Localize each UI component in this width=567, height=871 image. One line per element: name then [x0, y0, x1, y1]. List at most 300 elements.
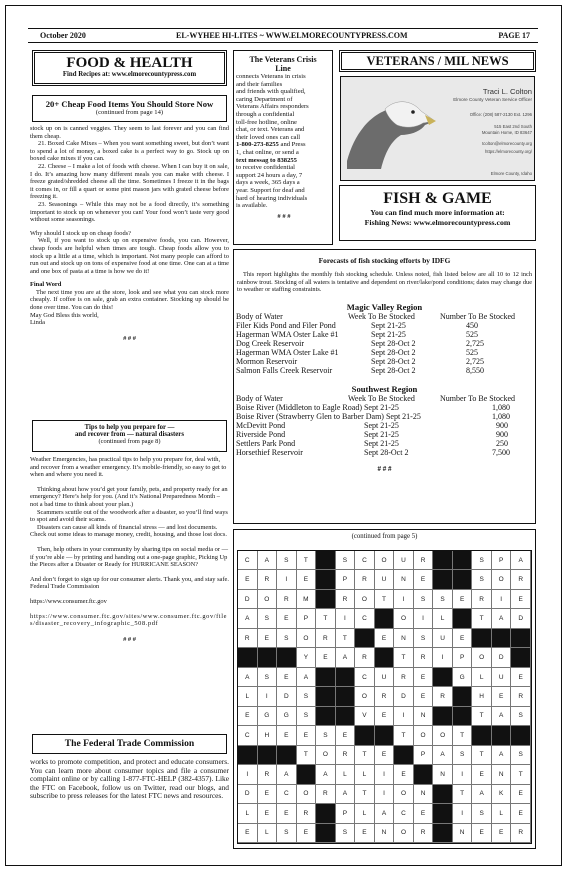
letter-cell: P [336, 570, 356, 589]
table-row: Riverside Pond Sept 21-25 900 [236, 429, 508, 439]
letter-cell: T [472, 707, 492, 726]
crisis-title-2: Line [275, 64, 291, 73]
letter-cell: A [511, 551, 531, 570]
black-square [472, 629, 492, 648]
letter-cell: S [511, 746, 531, 765]
letter-cell: G [453, 668, 473, 687]
crisis-text: is available. [236, 202, 268, 210]
black-square [375, 726, 395, 745]
disasters-header [32, 420, 227, 452]
black-square [433, 785, 453, 804]
letter-cell: A [258, 551, 278, 570]
letter-cell: R [316, 785, 336, 804]
crisis-phone[interactable]: 1-800-273-8255 [236, 141, 279, 149]
black-square [316, 804, 336, 823]
letter-cell: O [258, 590, 278, 609]
card-email: tcolton@elmorecounty.org [482, 141, 532, 146]
black-square [355, 726, 375, 745]
letter-cell: I [492, 590, 512, 609]
letter-cell: A [492, 609, 512, 628]
black-square [238, 648, 258, 667]
letter-cell: S [472, 804, 492, 823]
letter-cell: E [394, 765, 414, 784]
fish-game-title: FISH & GAME [383, 190, 492, 207]
cheap-food-body [30, 125, 229, 342]
crisis-text: their loved ones can call [236, 133, 301, 141]
column-header: Body of Water [236, 393, 283, 403]
letter-cell: O [355, 687, 375, 706]
letter-cell: S [336, 824, 356, 843]
letter-cell: A [433, 746, 453, 765]
card-address-2: Mountain Home, ID 83647 [481, 130, 532, 135]
black-square [453, 551, 473, 570]
letter-cell: R [414, 551, 434, 570]
letter-cell: E [472, 765, 492, 784]
crisis-title: The Veterans Crisis [249, 55, 317, 64]
letter-cell: E [277, 726, 297, 745]
letter-cell: S [472, 570, 492, 589]
column-header: Week To Be Stocked [348, 311, 415, 321]
letter-cell: A [238, 609, 258, 628]
issue-date: October 2020 [40, 31, 86, 40]
page-header [28, 28, 538, 43]
cheap-food-paragraph: Well, if you want to stock up on expensive foods, you can. However, cheap foods are helpful when times are tough. Cheap foods allow you to stock up a little at a time, which is important. Not many people can afford to run out and stock up on tons of expensive food at one time. One can at a time and one box of pasta at a time is how we do it! [30, 237, 229, 275]
black-square [433, 551, 453, 570]
letter-cell: G [277, 707, 297, 726]
letter-cell: E [375, 707, 395, 726]
southwest-table [234, 394, 535, 457]
table-row: Hagerman WMA Oster Lake #1 Sept 21-25 525 [236, 329, 478, 339]
letter-cell: S [414, 590, 434, 609]
black-square [336, 707, 356, 726]
letter-cell: D [238, 590, 258, 609]
veteran-service-card [340, 76, 535, 181]
food-health-subtitle: Find Recipes at: www.elmorecountypress.com [62, 71, 197, 78]
letter-cell: E [355, 824, 375, 843]
crisis-text: and Press [280, 141, 306, 149]
letter-cell: T [316, 609, 336, 628]
letter-cell: C [355, 551, 375, 570]
letter-cell: O [472, 648, 492, 667]
letter-cell: L [336, 765, 356, 784]
letter-cell: C [355, 609, 375, 628]
fish-game-info: You can find much more information at: [370, 208, 505, 217]
letter-cell: C [238, 726, 258, 745]
letter-cell: T [453, 726, 473, 745]
end-marker: # # # [377, 464, 392, 473]
black-square [316, 551, 336, 570]
food-health-banner [32, 50, 227, 86]
letter-cell: N [453, 824, 473, 843]
black-square [297, 765, 317, 784]
crisis-text: chat, or text. Veterans and [236, 126, 305, 134]
letter-cell: R [336, 590, 356, 609]
letter-cell: O [433, 726, 453, 745]
letter-cell: I [258, 687, 278, 706]
letter-cell: E [511, 668, 531, 687]
card-office: Office: (208) 587-2130 Ext. 1296 [469, 112, 532, 117]
letter-cell: T [394, 726, 414, 745]
black-square [238, 746, 258, 765]
letter-cell: E [336, 726, 356, 745]
letter-cell: T [472, 746, 492, 765]
letter-cell: U [375, 668, 395, 687]
letter-cell: T [511, 765, 531, 784]
letter-cell: E [277, 609, 297, 628]
letter-cell: S [336, 551, 356, 570]
food-health-title: FOOD & HEALTH [66, 55, 193, 71]
letter-cell: C [394, 804, 414, 823]
letter-cell: R [414, 648, 434, 667]
letter-cell: A [492, 707, 512, 726]
magic-valley-table [234, 312, 535, 375]
letter-cell: T [355, 746, 375, 765]
letter-cell: I [277, 570, 297, 589]
letter-cell: A [297, 668, 317, 687]
crossword-grid [237, 550, 532, 844]
infographic-link[interactable]: https://www.consumer.ftc.gov/sites/www.consumer.ftc.gov/files/disaster_recovery_infographic_508.pdf [30, 612, 228, 628]
letter-cell: U [375, 570, 395, 589]
letter-cell: E [277, 804, 297, 823]
letter-cell: S [511, 707, 531, 726]
letter-cell: K [492, 785, 512, 804]
letter-cell: A [238, 668, 258, 687]
crisis-text: hard of hearing individuals [236, 194, 308, 202]
disasters-title-2: and recover from — natural disasters [75, 431, 184, 438]
disasters-signature: Federal Trade Commission [30, 583, 100, 591]
letter-cell: A [336, 648, 356, 667]
letter-cell: R [375, 687, 395, 706]
card-name: Traci L. Colton [482, 87, 532, 96]
letter-cell: I [394, 590, 414, 609]
letter-cell: R [297, 804, 317, 823]
column-header: Number To Be Stocked [440, 393, 516, 403]
crisis-text-number: text messag to 838255 [236, 156, 297, 164]
cheap-food-header [32, 95, 227, 122]
black-square [433, 707, 453, 726]
letter-cell: R [414, 824, 434, 843]
black-square [375, 648, 395, 667]
letter-cell: N [433, 765, 453, 784]
letter-cell: R [472, 590, 492, 609]
letter-cell: E [511, 785, 531, 804]
crisis-text: days a week, 365 days a [236, 179, 300, 187]
crisis-text: support 24 hours a day, 7 [236, 171, 303, 179]
letter-cell: R [511, 687, 531, 706]
black-square [316, 668, 336, 687]
crisis-text: through a confidential [236, 110, 295, 118]
cheap-food-title: 20+ Cheap Food Items You Should Store Now [45, 99, 214, 109]
final-word-heading: Final Word [30, 281, 62, 289]
letter-cell: N [394, 570, 414, 589]
ftc-link[interactable]: https://www.consumer.ftc.gov [30, 597, 107, 605]
letter-cell: E [375, 746, 395, 765]
letter-cell: E [297, 824, 317, 843]
crisis-text: connects Veterans in crisis [236, 73, 306, 80]
letter-cell: S [316, 726, 336, 745]
disasters-paragraph: Weather Emergencies, has practical tips to help you prepare for, deal with, and recover from a weather emergency. It’s mobile-friendly, so easy to get to when and where you need it. [30, 456, 227, 479]
fish-game-box [339, 185, 536, 241]
column-header: Number To Be Stocked [440, 311, 516, 321]
letter-cell: H [472, 687, 492, 706]
black-square [277, 746, 297, 765]
table-row: Hagerman WMA Oster Lake #1 Sept 28-Oct 2 525 [236, 347, 478, 357]
cheap-food-continued: (continued from page 14) [95, 109, 164, 116]
cheap-food-paragraph: 23. Seasonings – While this may not be a food directly, it’s something important to stock up on whenever you can! Your food won’t taste very good without some seasonings. [30, 200, 229, 224]
letter-cell: E [375, 629, 395, 648]
disasters-paragraph: Disasters can cause all kinds of financial stress — and lost documents. Check out some ideas to manage money, credit, housing, and those lost docs. [30, 523, 227, 539]
letter-cell: R [238, 629, 258, 648]
black-square [433, 570, 453, 589]
letter-cell: E [453, 629, 473, 648]
signoff-name: Linda [30, 319, 45, 327]
letter-cell: C [277, 785, 297, 804]
column-header: Body of Water [236, 311, 283, 321]
black-square [316, 590, 336, 609]
letter-cell: O [375, 551, 395, 570]
letter-cell: V [355, 707, 375, 726]
letter-cell: E [414, 570, 434, 589]
crisis-text: to receive confidential [236, 164, 295, 172]
ftc-header [32, 734, 227, 754]
letter-cell: A [375, 804, 395, 823]
letter-cell: P [492, 551, 512, 570]
veterans-title: VETERANS / MIL NEWS [366, 54, 509, 68]
letter-cell: R [277, 590, 297, 609]
letter-cell: E [414, 668, 434, 687]
letter-cell: E [511, 804, 531, 823]
crisis-text: 1, chat online, or send a [236, 148, 299, 156]
fish-game-link[interactable]: Fishing News: www.elmorecountypress.com [364, 218, 511, 227]
table-row: Settlers Park Pond Sept 21-25 250 [236, 438, 508, 448]
crisis-text: and friends with qualified, [236, 88, 306, 96]
black-square [433, 668, 453, 687]
letter-cell: T [472, 609, 492, 628]
letter-cell: O [355, 590, 375, 609]
letter-cell: R [433, 687, 453, 706]
black-square [433, 804, 453, 823]
letter-cell: E [511, 590, 531, 609]
end-marker: # # # [123, 635, 136, 643]
letter-cell: I [238, 765, 258, 784]
letter-cell: O [316, 746, 336, 765]
black-square [511, 726, 531, 745]
table-row: Dog Creek Reservoir Sept 28-Oct 2 2,725 [236, 338, 484, 348]
letter-cell: S [297, 687, 317, 706]
letter-cell: P [414, 746, 434, 765]
letter-cell: I [336, 609, 356, 628]
disasters-paragraph: And don’t forget to sign up for our consumer alerts. Thank you, and stay safe. [30, 575, 229, 583]
table-row: Mormon Reservoir Sept 28-Oct 2 2,725 [236, 356, 484, 366]
black-square [316, 687, 336, 706]
letter-cell: A [316, 765, 336, 784]
letter-cell: N [492, 765, 512, 784]
black-square [492, 629, 512, 648]
card-address: 515 East 2nd South [494, 124, 532, 129]
letter-cell: L [492, 804, 512, 823]
crisis-line-box [233, 50, 333, 245]
letter-cell: S [472, 551, 492, 570]
letter-cell: E [238, 570, 258, 589]
letter-cell: R [316, 629, 336, 648]
letter-cell: T [375, 590, 395, 609]
ftc-title: The Federal Trade Commission [64, 738, 195, 749]
letter-cell: S [414, 629, 434, 648]
letter-cell: R [258, 765, 278, 784]
letter-cell: R [355, 648, 375, 667]
letter-cell: O [394, 609, 414, 628]
letter-cell: A [472, 785, 492, 804]
eagle-icon [345, 91, 437, 169]
letter-cell: U [394, 551, 414, 570]
letter-cell: N [414, 707, 434, 726]
letter-cell: I [433, 648, 453, 667]
letter-cell: R [511, 824, 531, 843]
letter-cell: I [375, 765, 395, 784]
crisis-text: Veterans Affairs responders [236, 103, 309, 111]
letter-cell: I [453, 765, 473, 784]
letter-cell: G [258, 707, 278, 726]
table-header [236, 312, 535, 321]
letter-cell: S [258, 609, 278, 628]
black-square [453, 687, 473, 706]
cheap-food-paragraph: stock up on is canned veggies. They seem to last forever and you can find them cheap. [30, 125, 229, 140]
disasters-title: Tips to help you prepare for — [84, 424, 175, 431]
veterans-banner [339, 50, 536, 72]
stocking-title: Forecasts of fish stocking efforts by IDFG [318, 256, 451, 265]
letter-cell: U [433, 629, 453, 648]
signoff-line: May God Bless this world, [30, 311, 99, 319]
disasters-paragraph: Thinking about how you’d get your family, pets, and property ready for an emergency? Here’s help for you. (And it’s National Preparedness Month – not a bad time to think about your plan.) [30, 485, 228, 508]
letter-cell: E [472, 824, 492, 843]
page-number: PAGE 17 [498, 31, 530, 40]
letter-cell: Y [297, 648, 317, 667]
letter-cell: A [277, 765, 297, 784]
black-square [492, 726, 512, 745]
letter-cell: S [277, 629, 297, 648]
letter-cell: D [277, 687, 297, 706]
letter-cell: N [414, 785, 434, 804]
letter-cell: S [453, 746, 473, 765]
letter-cell: R [394, 668, 414, 687]
letter-cell: C [238, 551, 258, 570]
letter-cell: U [492, 668, 512, 687]
puzzle-continued: (continued from page 5) [351, 533, 418, 540]
letter-cell: O [414, 726, 434, 745]
letter-cell: T [336, 629, 356, 648]
letter-cell: T [355, 785, 375, 804]
letter-cell: H [258, 726, 278, 745]
letter-cell: E [414, 687, 434, 706]
black-square [355, 629, 375, 648]
letter-cell: E [238, 824, 258, 843]
letter-cell: E [316, 648, 336, 667]
region-name: Southwest Region [351, 383, 418, 394]
letter-cell: E [238, 707, 258, 726]
letter-cell: D [394, 687, 414, 706]
letter-cell: R [336, 746, 356, 765]
black-square [453, 707, 473, 726]
letter-cell: C [355, 668, 375, 687]
black-square [258, 746, 278, 765]
letter-cell: S [277, 551, 297, 570]
card-website: https://elmorecounty.org/ [485, 149, 532, 154]
table-row: Filer Kids Pond and Filer Pond Sept 21-25 450 [236, 320, 478, 330]
black-square [316, 570, 336, 589]
black-square [316, 824, 336, 843]
stocking-box [233, 249, 536, 524]
letter-cell: L [433, 609, 453, 628]
letter-cell: E [258, 629, 278, 648]
letter-cell: T [394, 648, 414, 667]
letter-cell: E [258, 785, 278, 804]
letter-cell: T [297, 746, 317, 765]
crisis-text: toll-free hotline, online [236, 118, 297, 126]
cheap-food-question: Why should I stock up on cheap foods? [30, 229, 131, 237]
letter-cell: E [277, 668, 297, 687]
crisis-text: caring Department of [236, 95, 293, 103]
black-square [375, 609, 395, 628]
letter-cell: A [492, 746, 512, 765]
letter-cell: S [433, 590, 453, 609]
disasters-paragraph: Scammers scuttle out of the woodwork after a disaster, so you’ll find ways to spot and avoid their scams. [30, 508, 228, 524]
table-row: Boise River (Strawberry Glen to Barber Dam) Sept 21-25 1,080 [236, 411, 510, 421]
table-row: Salmon Falls Creek Reservoir Sept 28-Oct 2 8,550 [236, 365, 484, 375]
disasters-paragraph: Then, help others in your community by sharing tips on social media or — if you’re able — by printing and handing out a one-page graphic, Picking Up the Pieces after a Disaster or Ready for HURRICANE SEASON? [30, 545, 228, 569]
letter-cell: L [238, 804, 258, 823]
letter-cell: O [394, 785, 414, 804]
disasters-continued: (continued from page 8) [98, 438, 161, 445]
letter-cell: R [355, 570, 375, 589]
column-header: Week To Be Stocked [348, 393, 415, 403]
end-marker: # # # [277, 212, 291, 220]
letter-cell: E [453, 590, 473, 609]
letter-cell: D [238, 785, 258, 804]
card-footer: Elmore County, Idaho [490, 171, 532, 176]
letter-cell: I [394, 707, 414, 726]
letter-cell: D [492, 648, 512, 667]
paper-title: EL-WYHEE HI-LITES ~ WWW.ELMORECOUNTYPRESS.COM [176, 31, 408, 40]
table-row: McDevitt Pond Sept 21-25 900 [236, 420, 508, 430]
letter-cell: P [297, 609, 317, 628]
region-name: Magic Valley Region [346, 301, 423, 312]
letter-cell: D [511, 609, 531, 628]
black-square [433, 824, 453, 843]
letter-cell: T [297, 551, 317, 570]
card-role: Elmore County Veteran Service Officer [453, 97, 532, 102]
letter-cell: P [453, 648, 473, 667]
black-square [336, 668, 356, 687]
letter-cell: E [297, 570, 317, 589]
crisis-text: year. Support for deaf and [236, 186, 305, 194]
letter-cell: L [238, 687, 258, 706]
letter-cell: E [492, 824, 512, 843]
letter-cell: N [375, 824, 395, 843]
letter-cell: E [492, 687, 512, 706]
cheap-food-paragraph: 22. Cheese – I make a lot of foods with cheese. When I can buy it on sale, I do. It’s amazing how many different meals you can make with cheese. I freeze grated/shredded cheese all the time. Sometimes I freeze it in the bags it comes in, or fill a quart or some pint mason jars with grated cheese before freezing it. [30, 162, 229, 201]
black-square [414, 765, 434, 784]
letter-cell: R [511, 570, 531, 589]
letter-cell: I [453, 804, 473, 823]
black-square [511, 648, 531, 667]
letter-cell: T [453, 785, 473, 804]
letter-cell: O [394, 824, 414, 843]
letter-cell: O [492, 570, 512, 589]
letter-cell: I [375, 785, 395, 804]
letter-cell: L [355, 765, 375, 784]
black-square [394, 746, 414, 765]
letter-cell: S [277, 824, 297, 843]
